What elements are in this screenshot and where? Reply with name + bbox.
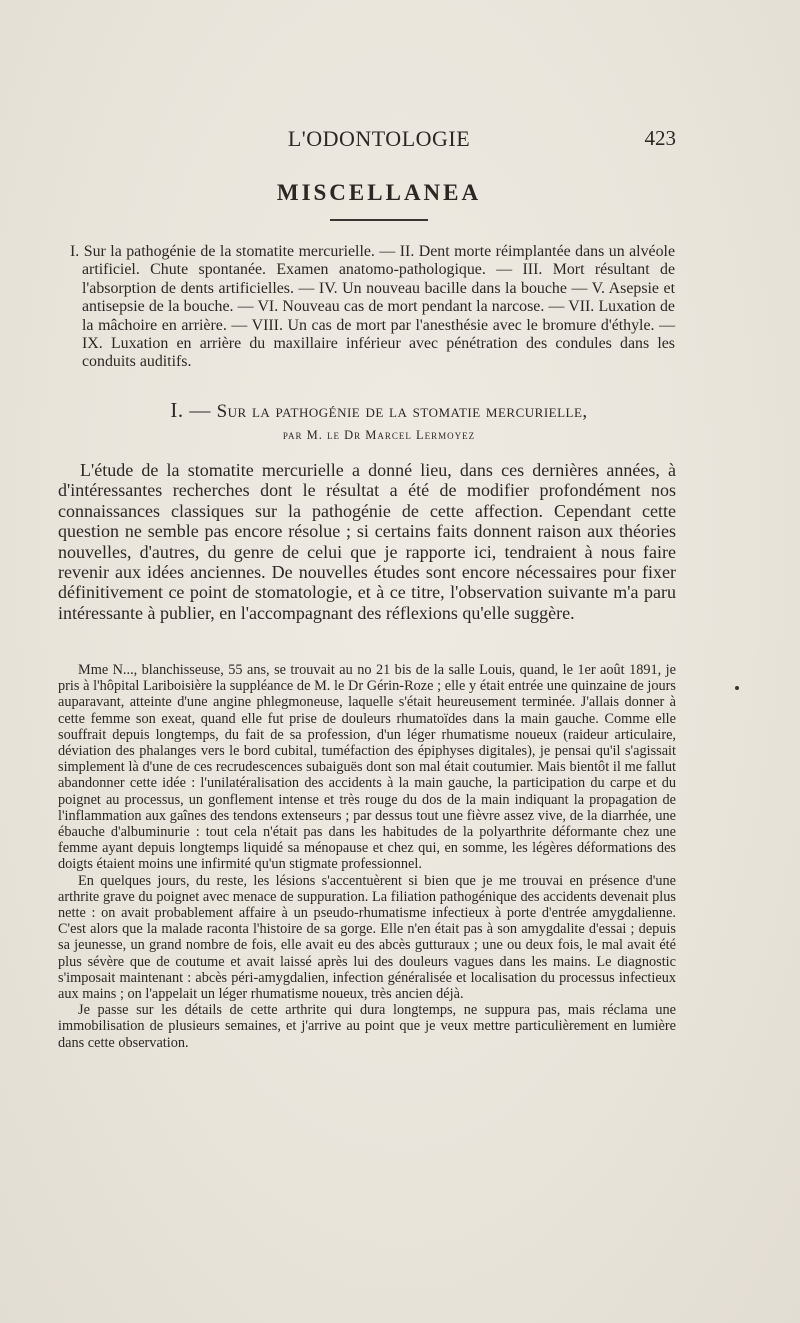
article-byline: par M. le Dr Marcel Lermoyez bbox=[282, 428, 476, 442]
section-title: MISCELLANEA bbox=[276, 180, 482, 205]
observation-paragraph-3: Je passe sur les détails de cette arthrite qui dura longtemps, ne suppura pas, mais réclama une immobilisation de plusieurs semaines, et j'arrive au point que je veux mettre particulièrement en lumière dans cette observation. bbox=[58, 1002, 676, 1051]
summary-list: I. Sur la pathogénie de la stomatite mercurielle. — II. Dent morte réimplantée dans un alvéole artificiel. Chute spontanée. Examen anatomo-pathologique. — III. Mort résultant de l'absorption de dents artificielles. — IV. Un nouveau bacille dans la bouche — V. Asepsie et antisepsie de la bouche. — VI. Nouveau cas de mort pendant la narcose. — VII. Luxation de la mâchoire en arrière. — VIII. Un cas de mort par l'anesthésie avec le bromure d'éthyle. — IX. Luxation en arrière du maxillaire inférieur avec pénétration des condules dans les conduits auditifs. bbox=[70, 243, 675, 371]
intro-paragraph: L'étude de la stomatite mercurielle a donné lieu, dans ces dernières années, à d'intéressantes recherches dont le résultat a été de modifier profondément nos connaissances classiques sur la pathogénie de cette affection. Cependant cette question ne semble pas encore résolue ; si certains faits donnent raison aux théories nouvelles, d'autres, du genre de celui que je rapporte ici, tendraient à nous faire revenir aux idées anciennes. De nouvelles études sont encore nécessaires pour fixer définitivement ce point de stomatologie, et à ce titre, l'observation suivante m'a paru intéressante à publier, en l'accompagnant des réflexions qu'elle suggère. bbox=[58, 460, 676, 623]
article-title: Sur la pathogénie de la stomatie mercurielle, bbox=[216, 401, 588, 422]
article-number: I. — bbox=[170, 398, 217, 422]
print-speck bbox=[735, 686, 739, 690]
running-title: L'ODONTOLOGIE bbox=[287, 126, 471, 151]
observation-paragraph-2: En quelques jours, du reste, les lésions s'accentuèrent si bien que je me trouvai en présence d'une arthrite grave du poignet avec menace de suppuration. La filiation pathogénique des accidents devenait plus nette : on avait probablement affaire à un pseudo-rhumatisme infectieux à porte d'entrée amygdalienne. C'est alors que la malade raconta l'histoire de sa gorge. Elle n'en était pas à son amygdalite d'essai ; depuis sa jeunesse, un grand nombre de fois, elle avait eu des abcès gutturaux ; une ou deux fois, le mal avait été plus sévère que de coutume et avait laissé après lui des douleurs vagues dans les mains. Le diagnostic s'imposait maintenant : abcès péri-amygdalien, infection généralisée et localisation du processus infectieux aux mains ; on l'appelait un léger rhumatisme noueux, très ancien déjà. bbox=[58, 872, 676, 1003]
observation-paragraph-1: Mme N..., blanchisseuse, 55 ans, se trouvait au no 21 bis de la salle Louis, quand, le 1er août 1891, je pris à l'hôpital Lariboisière la suppléance de M. le Dr Gérin-Roze ; elle y était entrée une quinzaine de jours auparavant, atteinte d'une angine phlegmoneuse, laquelle s'était heureusement terminée. J'allais donner à cette femme son exeat, quand elle fut prise de douleurs rhumatoïdes dans la main gauche. Comme elle souffrait depuis longtemps, du fait de sa profession, d'un léger rhumatisme noueux (raideur articulaire, déviation des phalanges vers le bord cubital, tuméfaction des épiphyses digitales), je pensai qu'il s'agissait simplement là d'une de ces recrudescences subaiguës dont son mal était coutumier. Mais bientôt il me fallut abandonner cette idée : l'unilatéralisation des accidents à la main gauche, la participation du carpe et du poignet au processus, un gonflement intense et très rouge du dos de la main indiquant la propagation de l'inflammation aux gaînes des tendons extenseurs ; par dessus tout une fièvre assez vive, de la diarrhée, une ébauche d'albuminurie : tout cela n'était pas dans les habitudes de la polyarthrite déformante chez une femme ayant depuis longtemps liquidé sa ménopause et chez qui, en somme, les légères déformations des doigts étaient moins une infirmité qu'un stigmate professionnel. bbox=[58, 662, 676, 873]
page-header bbox=[82, 126, 676, 156]
title-rule bbox=[330, 219, 428, 221]
article-heading bbox=[82, 398, 676, 423]
observation-text bbox=[58, 662, 676, 1051]
page-number: 423 bbox=[644, 126, 676, 150]
